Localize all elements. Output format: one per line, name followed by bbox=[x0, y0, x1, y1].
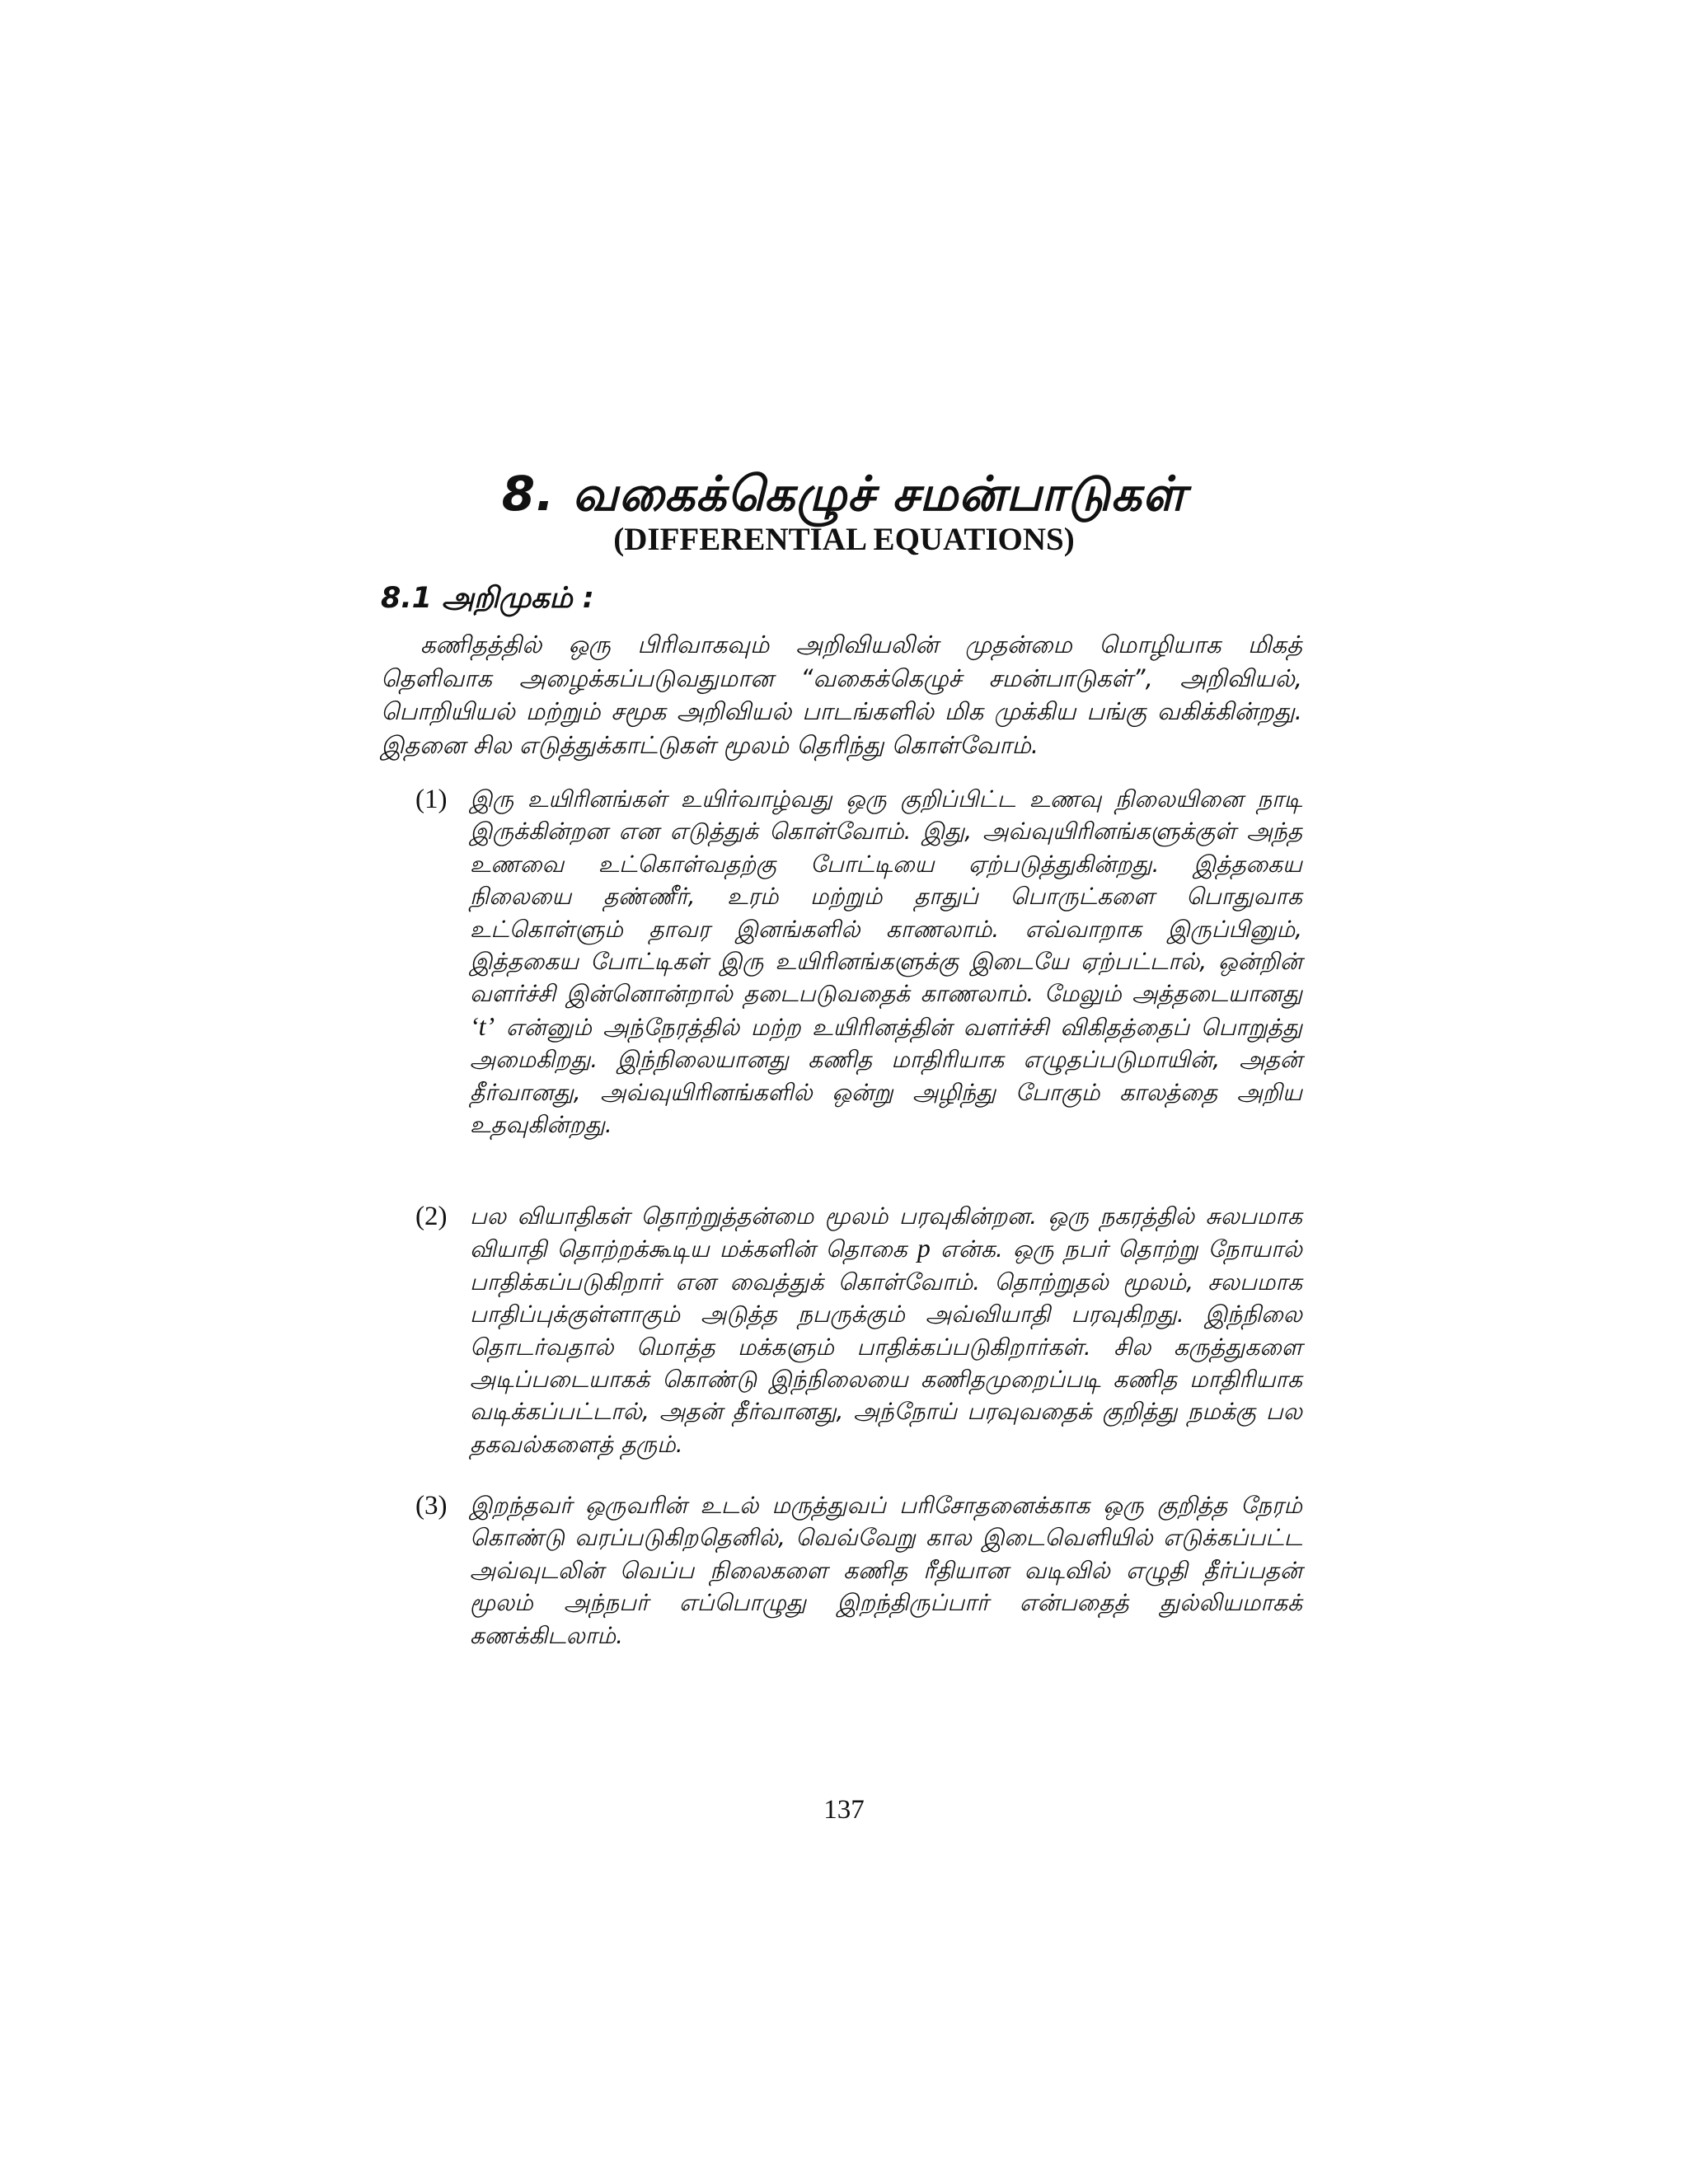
item-number: (2) bbox=[415, 1202, 448, 1231]
section-heading: 8.1 அறிமுகம் : bbox=[381, 582, 594, 615]
chapter-subtitle: (DIFFERENTIAL EQUATIONS) bbox=[613, 522, 1075, 557]
intro-paragraph: கணிதத்தில் ஒரு பிரிவாகவும் அறிவியலின் முதன்மை மொழியாக மிகத் தெளிவாக அழைக்கப்படுவதுமான “வகைக்கெழுச் சமன்பாடுகள்”, அறிவியல், பொறியியல் மற்றும் சமூக அறிவியல் பாடங்களில் மிக முக்கிய பங்கு வகிக்கின்றது. இதனை சில எடுத்துக்காட்டுகள் மூலம் தெரிந்து கொள்வோம். bbox=[381, 630, 1302, 759]
item-number: (1) bbox=[415, 785, 448, 814]
item-text: இறந்தவர் ஒருவரின் உடல் மருத்துவப் பரிசோதனைக்காக ஒரு குறித்த நேரம் கொண்டு வரப்படுகிறதெனில், வெவ்வேறு கால இடைவெளியில் எடுக்கப்பட்ட அவ்வுடலின் வெப்ப நிலைகளை கணித ரீதியான வடிவில் எழுதி தீர்ப்பதன் மூலம் அந்நபர் எப்பொழுது இறந்திருப்பார் என்பதைத் துல்லியமாகக் கணக்கிடலாம். bbox=[470, 1492, 1302, 1649]
item-number: (3) bbox=[415, 1491, 448, 1521]
chapter-title: 8. வகைக்கெழுச் சமன்பாடுகள் bbox=[501, 466, 1187, 522]
item-text: பல வியாதிகள் தொற்றுத்தன்மை மூலம் பரவுகின்றன. ஒரு நகரத்தில் சுலபமாக வியாதி தொற்றக்கூடிய மக்களின் தொகை p என்க. ஒரு நபர் தொற்று நோயால் பாதிக்கப்படுகிறார் என வைத்துக் கொள்வோம். தொற்றுதல் மூலம், சலபமாக பாதிப்புக்குள்ளாகும் அடுத்த நபருக்கும் அவ்வியாதி பரவுகிறது. இந்நிலை தொடர்வதால் மொத்த மக்களும் பாதிக்கப்படுகிறார்கள். சில கருத்துகளை அடிப்படையாகக் கொண்டு இந்நிலையை கணிதமுறைப்படி கணித மாதிரியாக வடிக்கப்பட்டால், அதன் தீர்வானது, அந்நோய் பரவுவதைக் குறித்து நமக்கு பல தகவல்களைத் தரும். bbox=[470, 1202, 1302, 1458]
variable-p: p bbox=[917, 1233, 931, 1263]
page-number: 137 bbox=[823, 1795, 865, 1825]
variable-t: ‘t’ bbox=[470, 1010, 495, 1041]
item-text: இரு உயிரினங்கள் உயிர்வாழ்வது ஒரு குறிப்பிட்ட உணவு நிலையினை நாடி இருக்கின்றன என எடுத்துக் கொள்வோம். இது, அவ்வுயிரினங்களுக்குள் அந்த உணவை உட்கொள்வதற்கு போட்டியை ஏற்படுத்துகின்றது. இத்தகைய நிலையை தண்ணீர், உரம் மற்றும் தாதுப் பொருட்களை பொதுவாக உட்கொள்ளும் தாவர இனங்களில் காணலாம். எவ்வாறாக இருப்பினும், இத்தகைய போட்டிகள் இரு உயிரினங்களுக்கு இடையே ஏற்பட்டால், ஒன்றின் வளர்ச்சி இன்னொன்றால் தடைபடுவதைக் காணலாம். மேலும் அத்தடையானது ‘t’ என்னும் அந்நேரத்தில் மற்ற உயிரினத்தின் வளர்ச்சி விகிதத்தைப் பொறுத்து அமைகிறது. இந்நிலையானது கணித மாதிரியாக எழுதப்படுமாயின், அதன் தீர்வானது, அவ்வுயிரினங்களில் ஒன்று அழிந்து போகும் காலத்தை அறிய உதவுகின்றது. bbox=[470, 785, 1302, 1139]
